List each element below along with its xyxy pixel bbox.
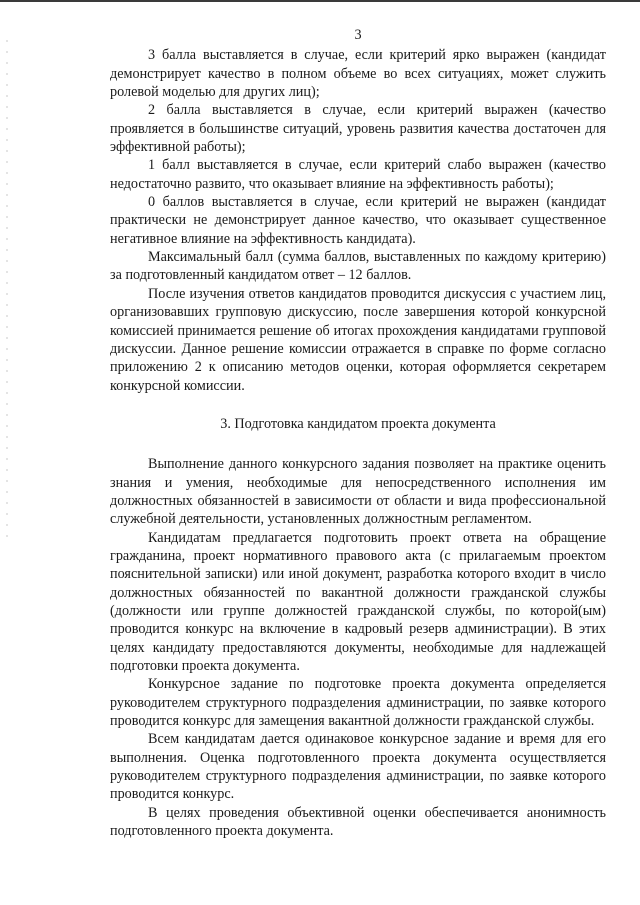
page-number: 3 [354, 27, 362, 43]
paragraph-score-2: 2 балла выставляется в случае, если критерий выражен (качество проявляется в большинстве ситуаций, уровень развития качества достаточен для эффективной работы); [110, 102, 606, 156]
paragraph-task-definition: Конкурсное задание по подготовке проекта документа определяется руководителем структурного подразделения администрации, по заявке которого проводится конкурс для замещения вакантной должности гражданской службы. [110, 676, 606, 730]
scan-top-edge [0, 0, 640, 3]
paragraph-score-3: 3 балла выставляется в случае, если критерий ярко выражен (кандидат демонстрирует качество в полном объеме во всех ситуациях, может служить ролевой моделью для других лиц); [110, 47, 606, 101]
paragraph-anonymity: В целях проведения объективной оценки обеспечивается анонимность подготовленного проекта документа. [110, 804, 606, 840]
paragraph-score-1: 1 балл выставляется в случае, если критерий слабо выражен (качество недостаточно развито, что оказывает влияние на эффективность работы); [110, 157, 606, 192]
scan-binding-marks [6, 40, 8, 540]
paragraph-discussion: После изучения ответов кандидатов проводится дискуссия с участием лиц, организовавших групповую дискуссию, после завершения которой конкурсной комиссией принимается решение об итогах прохождения кандидатами групповой дискуссии. Данное решение комиссии отражается в справке по форме согласно приложению 2 к описанию методов оценки, которая оформляется секретарем конкурсной комиссии. [110, 285, 606, 394]
paragraph-task-evaluation: Всем кандидатам дается одинаковое конкурсное задание и время для его выполнения. Оценка подготовленного проекта документа осуществляется руководителем структурного подразделения администрации, по заявке которого проводится конкурс. [110, 731, 606, 803]
paragraph-max-score: Максимальный балл (сумма баллов, выставленных по каждому критерию) за подготовленный кандидатом ответ – 12 баллов. [110, 249, 606, 284]
paragraph-task-content: Кандидатам предлагается подготовить проект ответа на обращение гражданина, проект нормативного правового акта (с прилагаемым проектом пояснительной записки) или иной документ, разработка которого входит в число должностных обязанностей по вакантной должности гражданской службы (должности или группе должностей гражданской службы, по которой(ым) проводится конкурс на включение в кадровый резерв администрации). В этих целях кандидату предоставляются документы, необходимые для надлежащей подготовки проекта документа. [110, 529, 606, 674]
section-heading: 3. Подготовка кандидатом проекта документа [220, 415, 496, 432]
paragraph-task-purpose: Выполнение данного конкурсного задания позволяет на практике оценить знания и умения, необходимые для непосредственного исполнения им должностных обязанностей в зависимости от области и вида профессиональной служебной деятельности, установленных должностным регламентом. [110, 456, 606, 528]
paragraph-score-0: 0 баллов выставляется в случае, если критерий не выражен (кандидат практически не демонстрирует данное качество, что оказывает существенное негативное влияние на эффективность кандидата). [110, 194, 606, 247]
document-page [110, 26, 606, 840]
